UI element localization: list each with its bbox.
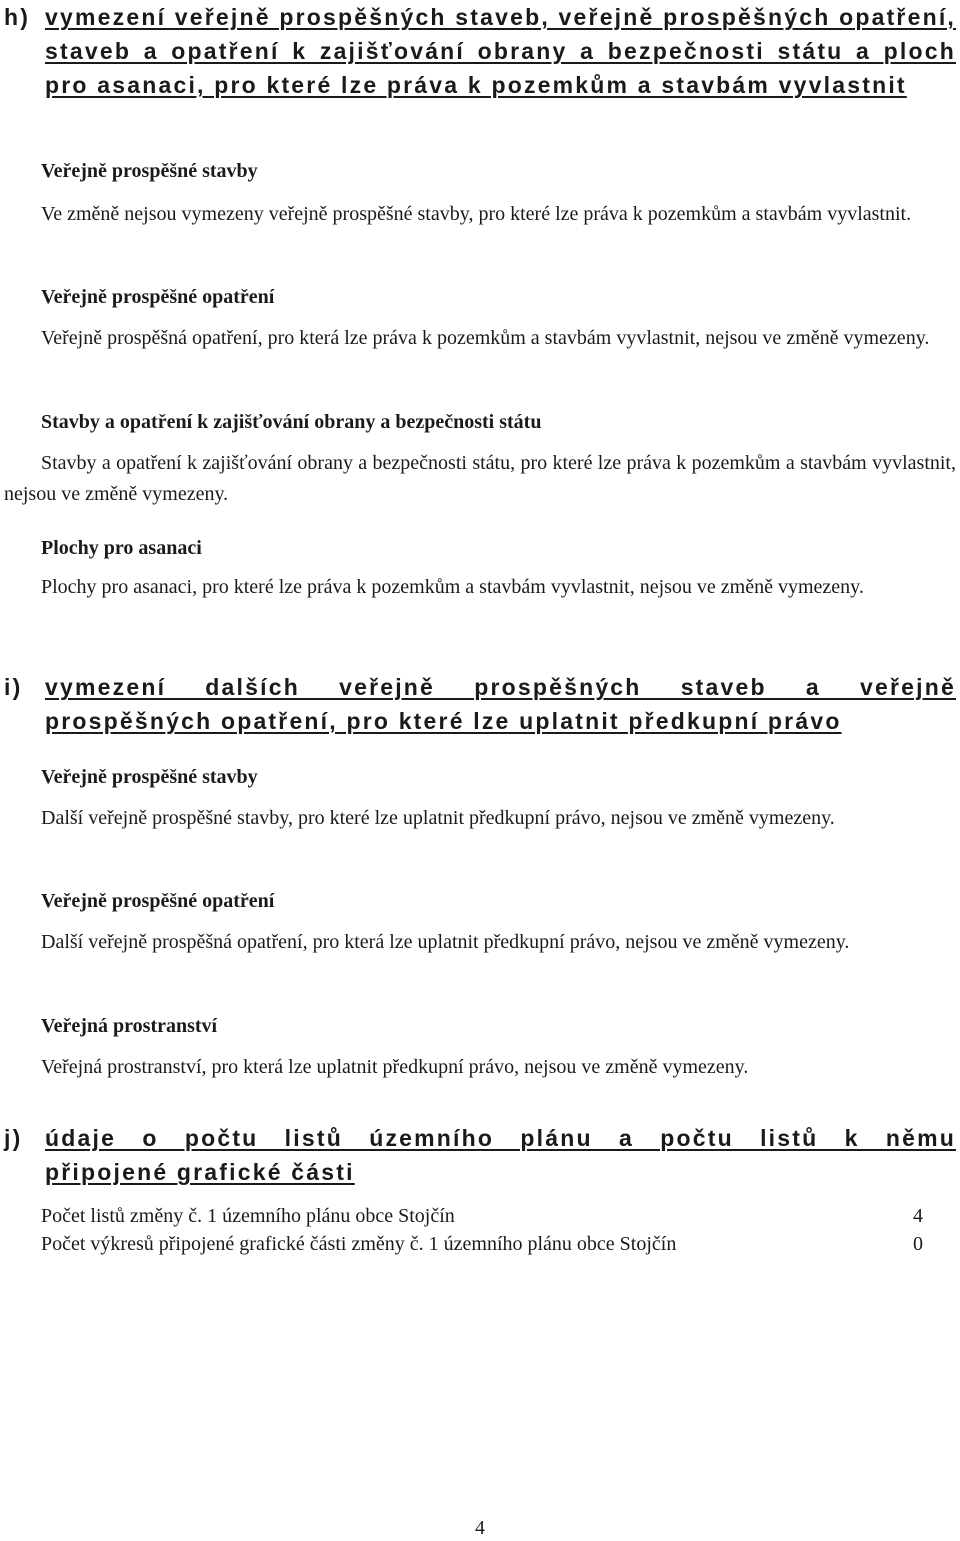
section-i-heading	[4, 670, 956, 738]
paragraph-h-stavby: Ve změně nejsou vymezeny veřejně prospěšné stavby, pro které lze práva k pozemkům a stavbám vyvlastnit.	[41, 203, 912, 225]
section-j-label: j)	[4, 1125, 23, 1151]
paragraph-h-obrana: Stavby a opatření k zajišťování obrany a bezpečnosti státu, pro které lze práva k pozemkům a stavbám vyvlastnit, nejsou ve změně vymezeny.	[4, 452, 956, 505]
section-h-title: vymezení veřejně prospěšných staveb, veřejně prospěšných opatření, staveb a opatření k zajišťování obrany a bezpečnosti státu a ploch pro asanaci, pro které lze práva k pozemkům a stavbám vyvlastnit	[45, 4, 956, 98]
count-row-value: 4	[913, 1205, 923, 1227]
count-row-value: 0	[913, 1233, 923, 1255]
section-i-title	[45, 670, 956, 738]
paragraph-i-stavby: Další veřejně prospěšné stavby, pro které lze uplatnit předkupní právo, nejsou ve změně vymezeny.	[41, 807, 835, 829]
count-row-label: Počet listů změny č. 1 územního plánu obce Stojčín	[41, 1205, 455, 1227]
section-h-label: h)	[4, 4, 31, 30]
section-i-title-line2: prospěšných opatření, pro které lze uplatnit předkupní právo	[45, 708, 842, 734]
subheading-i-stavby: Veřejně prospěšné stavby	[41, 766, 258, 788]
page-number: 4	[475, 1517, 485, 1539]
section-j-title-line2: připojené grafické části	[45, 1159, 355, 1185]
section-j-title	[45, 1121, 956, 1189]
section-j-heading	[4, 1121, 956, 1189]
count-row-label: Počet výkresů připojené grafické části změny č. 1 územního plánu obce Stojčín	[41, 1233, 677, 1255]
paragraph-h-asanace: Plochy pro asanaci, pro které lze práva k pozemkům a stavbám vyvlastnit, nejsou ve změně vymezeny.	[41, 576, 864, 598]
section-i-title-line1: vymezení dalších veřejně prospěšných staveb a veřejně	[45, 674, 956, 700]
paragraph-i-opatreni: Další veřejně prospěšná opatření, pro která lze uplatnit předkupní právo, nejsou ve změně vymezeny.	[41, 931, 850, 953]
section-j-title-line1: údaje o počtu listů územního plánu a počtu listů k němu	[45, 1125, 956, 1151]
subheading-h-asanace: Plochy pro asanaci	[41, 537, 202, 559]
subheading-h-opatreni: Veřejně prospěšné opatření	[41, 286, 275, 308]
subheading-h-obrana: Stavby a opatření k zajišťování obrany a bezpečnosti státu	[41, 411, 542, 433]
subheading-i-prostranstvi: Veřejná prostranství	[41, 1015, 218, 1037]
paragraph-h-opatreni: Veřejně prospěšná opatření, pro která lze práva k pozemkům a stavbám vyvlastnit, nejsou ve změně vymezeny.	[41, 327, 930, 349]
section-h-heading	[4, 0, 956, 102]
subheading-i-opatreni: Veřejně prospěšné opatření	[41, 890, 275, 912]
paragraph-i-prostranstvi: Veřejná prostranství, pro která lze uplatnit předkupní právo, nejsou ve změně vymezeny.	[41, 1056, 749, 1078]
section-i-label: i)	[4, 674, 23, 700]
subheading-h-stavby: Veřejně prospěšné stavby	[41, 160, 258, 182]
